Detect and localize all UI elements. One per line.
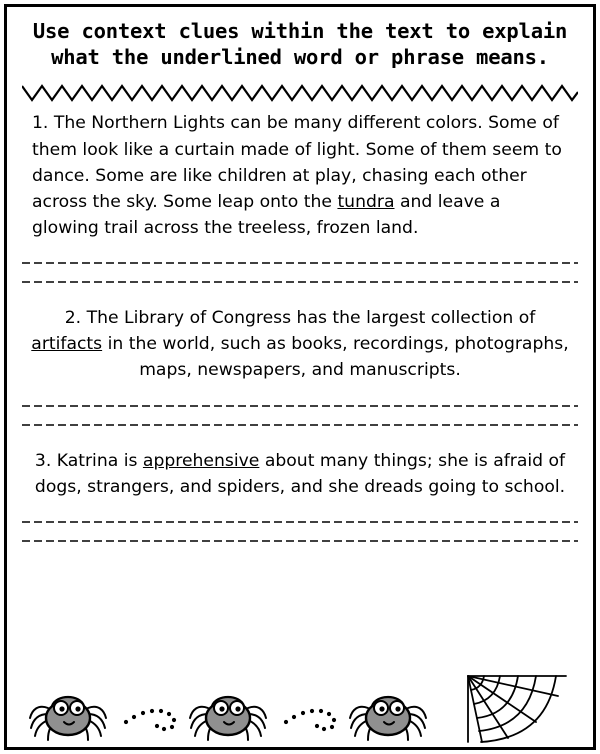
question-text [22, 305, 578, 383]
questions-list [22, 110, 578, 547]
answer-line[interactable] [22, 251, 578, 270]
zigzag-divider [22, 82, 578, 104]
question-item [22, 448, 578, 548]
answer-line[interactable] [22, 270, 578, 289]
answer-line[interactable] [22, 394, 578, 413]
spider-icon [30, 697, 106, 740]
answer-lines[interactable] [22, 394, 578, 432]
dotted-trail [284, 709, 336, 731]
question-text-part: in the world, such as books, recordings, photographs, maps, newspapers, and manuscripts. [102, 334, 569, 381]
answer-line[interactable] [22, 510, 578, 529]
question-text [22, 448, 578, 500]
dotted-trail [124, 709, 176, 731]
underlined-word: tundra [337, 191, 395, 212]
underlined-word: apprehensive [142, 450, 260, 471]
question-text-part: 2. The Library of Congress has the largest collection of [64, 308, 536, 329]
page-title: Use context clues within the text to explain what the underlined word or phrase means. [32, 19, 568, 70]
question-text-part: 1. The Northern Lights can be many different colors. Some of them look like a curtain made of light. Some of them seem to dance. Some are like children at play, chasing each other across the sky. Some leap onto the [32, 113, 562, 212]
question-text-part: and leave a glowing trail across the treeless, frozen land. [32, 191, 501, 239]
question-text-part: 3. Katrina is [34, 450, 143, 471]
question-item [22, 305, 578, 431]
spider-web-icon [468, 676, 566, 742]
answer-lines[interactable] [22, 510, 578, 548]
question-text [22, 110, 578, 241]
answer-line[interactable] [22, 529, 578, 548]
question-text-part: about many things; she is afraid of dogs, strangers, and spiders, and she dreads going to school. [34, 450, 566, 497]
question-item [22, 110, 578, 289]
answer-line[interactable] [22, 413, 578, 432]
answer-lines[interactable] [22, 251, 578, 289]
underlined-word: artifacts [31, 334, 103, 355]
footer-decorations [0, 670, 600, 746]
spider-icon [190, 697, 266, 740]
spider-icon [350, 697, 426, 740]
